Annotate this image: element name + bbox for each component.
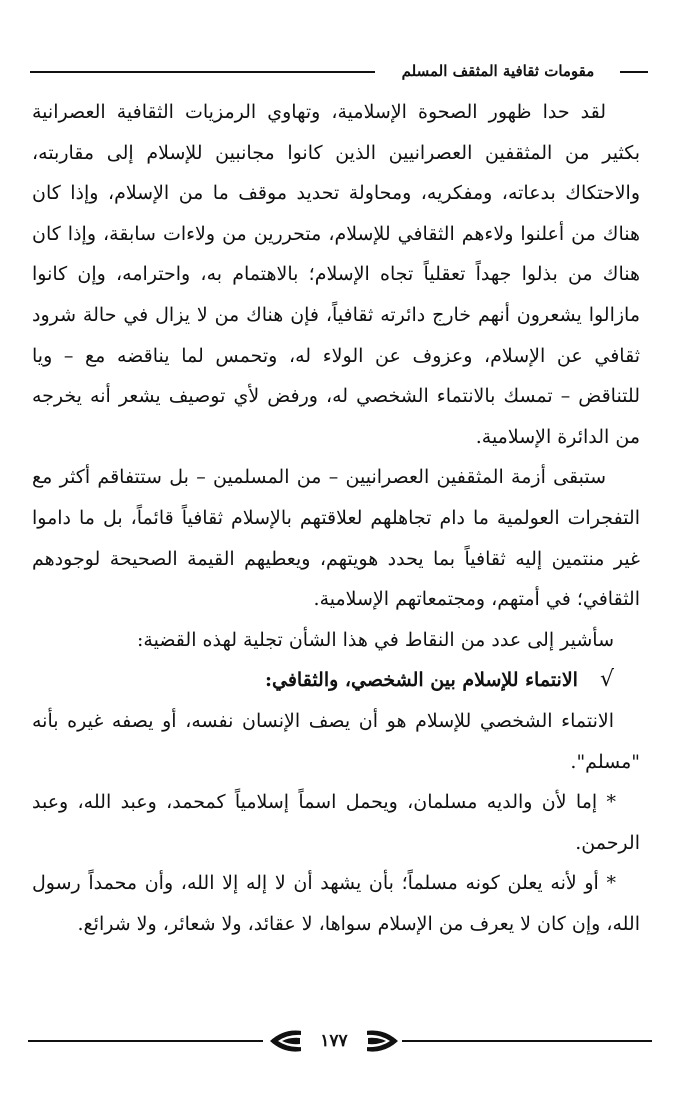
section-heading xyxy=(32,660,640,701)
page-body xyxy=(32,92,640,944)
section-heading-text: الانتماء للإسلام بين الشخصي، والثقافي: xyxy=(264,669,578,692)
running-header-title: مقومات ثقافية المثقف المسلم xyxy=(401,62,595,80)
paragraph-3: سأشير إلى عدد من النقاط في هذا الشأن تجلية لهذه القضية: xyxy=(137,628,614,651)
header-rule-left xyxy=(30,71,375,73)
header-rule-right xyxy=(620,71,648,73)
page-footer xyxy=(28,1024,652,1058)
bullet-item-2: * أو لأنه يعلن كونه مسلماً؛ بأن يشهد أن لا إله إلا الله، وأن محمداً رسول الله، وإن كان لا يعرف من الإسلام سواها، لا عقائد، ولا شعائر، ولا شرائع. xyxy=(32,872,640,935)
footer-rule-left xyxy=(28,1040,263,1042)
page-number: ١٧٧ xyxy=(301,1030,367,1052)
paragraph-4: الانتماء الشخصي للإسلام هو أن يصف الإنسان نفسه، أو يصفه غيره بأنه "مسلم". xyxy=(32,709,640,773)
footer-rule-right xyxy=(402,1040,652,1042)
paragraph-1: لقد حدا ظهور الصحوة الإسلامية، وتهاوي الرمزيات الثقافية العصرانية بكثير من المثقفين العصرانيين الذين كانوا مجانبين للإسلام إلى مقاربته، والاحتكاك بدعاته، ومفكريه، ومحاولة تحديد موقف ما من الإسلام، وإذا كان هناك من أعلنوا ولاءهم الثقافي للإسلام، متحررين من ولاءات سابقة، وإذا كان هناك من بذلوا جهداً تعقلياً تجاه الإسلام؛ بالاهتمام به، واحترامه، وإن كانوا مازالوا يشعرون أنهم خارج دائرته ثقافياً، فإن هناك من لا يزال في حالة شرود ثقافي عن الإسلام، وعزوف عن الولاء له، وتحمس لما يناقضه مع – ويا للتناقض – تمسك بالانتماء الشخصي له، ورفض لأي توصيف يشعر أنه يخرجه من الدائرة الإسلامية. xyxy=(32,101,640,448)
running-header xyxy=(30,58,648,84)
check-mark-icon: √ xyxy=(599,667,614,693)
paragraph-2: ستبقى أزمة المثقفين العصرانيين – من المسلمين – بل ستتفاقم أكثر مع التفجرات العولمية ما دام تجاهلهم لعلاقتهم بالإسلام ثقافياً قائماً، بل ما داموا غير منتمين إليه ثقافياً بما يحدد هويتهم، ويعطيهم القيمة الصحيحة لوجودهم الثقافي؛ في أمتهم، ومجتمعاتهم الإسلامية. xyxy=(32,466,640,611)
bullet-item-1: * إما لأن والديه مسلمان، ويحمل اسماً إسلامياً كمحمد، وعبد الله، وعبد الرحمن. xyxy=(32,791,640,854)
